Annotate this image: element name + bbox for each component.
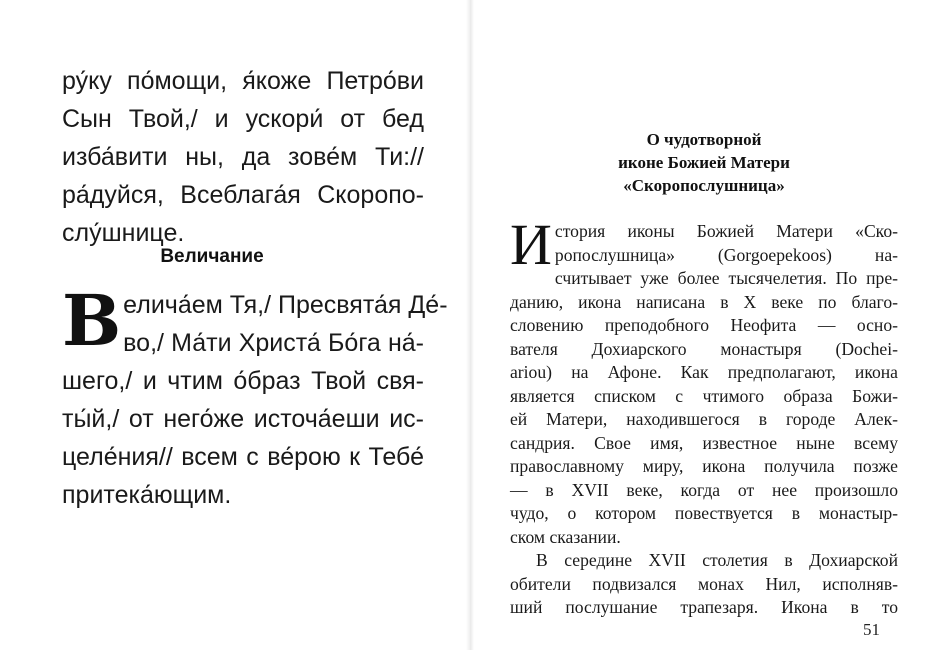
text-line: В середине XVII столетия в Дохиарской [536, 550, 898, 570]
text-line: православному миру, икона получила позже [510, 456, 898, 476]
text-line: словению преподобного Неофита — осно- [510, 315, 898, 335]
text-line: притека́ющим. [62, 481, 232, 509]
text-line: целе́ния// всем с ве́рою к Тебе́ [62, 443, 424, 471]
text-line: изба́вити ны, да зове́м Ти:// [62, 143, 424, 171]
page-number: 51 [863, 620, 880, 639]
text-line: является списком с чтимого образа Божи- [510, 385, 898, 406]
text-line: елича́ем Тя,/ Пресвята́я Де́- [123, 291, 448, 319]
text-line: Сын Твой,/ и ускори́ от бед [62, 105, 424, 133]
text-line: ра́дуйся, Всеблага́я Скоропо- [62, 181, 424, 209]
text-line: считывает уже более тысячелетия. По пре- [554, 268, 898, 288]
text-line: стория иконы Божией Матери «Ско- [554, 221, 898, 241]
right-page [470, 0, 934, 650]
magnification-heading: Величание [160, 246, 264, 267]
text-line: данию, икона написана в X веке по благо- [510, 291, 898, 312]
article-heading [510, 128, 898, 197]
magnification-text [62, 279, 448, 514]
drop-cap: В [62, 279, 120, 362]
text-line: слу́шнице. [62, 219, 185, 247]
text-line: ропослушница» (Gorgoepekoos) на- [554, 244, 898, 265]
text-line: обители подвизался монах Нил, исполняв- [510, 573, 898, 594]
text-line: — в XVII веке, когда от нее произошло [510, 479, 898, 500]
text-line: ший послушание трапезаря. Икона в то [510, 597, 898, 617]
text-line: во,/ Ма́ти Христа́ Бо́га на́- [123, 329, 424, 357]
text-line: чудо, о котором повествуется в монастыр- [510, 503, 898, 523]
heading-line: иконе Божией Матери [618, 153, 790, 172]
text-line: ей Матери, находившегося в городе Алек- [510, 409, 898, 429]
heading-line: «Скоропослушница» [623, 176, 785, 195]
heading-line: О чудотворной [646, 130, 762, 149]
text-line: вателя Дохиарского монастыря (Dochei- [510, 338, 898, 359]
text-line: ты́й,/ от него́же источа́еши ис- [62, 405, 424, 433]
article-body [510, 212, 898, 620]
text-line: ariou) на Афоне. Как предполагают, икона [510, 362, 898, 382]
drop-cap: И [510, 212, 552, 277]
text-line: ру́ку по́мощи, я́коже Петро́ви [62, 67, 424, 95]
text-line: ском сказании. [510, 526, 621, 547]
prayer-continuation [62, 62, 424, 252]
text-line: сандрия. Свое имя, известное ныне всему [510, 432, 898, 453]
text-line: шего,/ и чтим о́браз Твой свя- [62, 367, 424, 395]
